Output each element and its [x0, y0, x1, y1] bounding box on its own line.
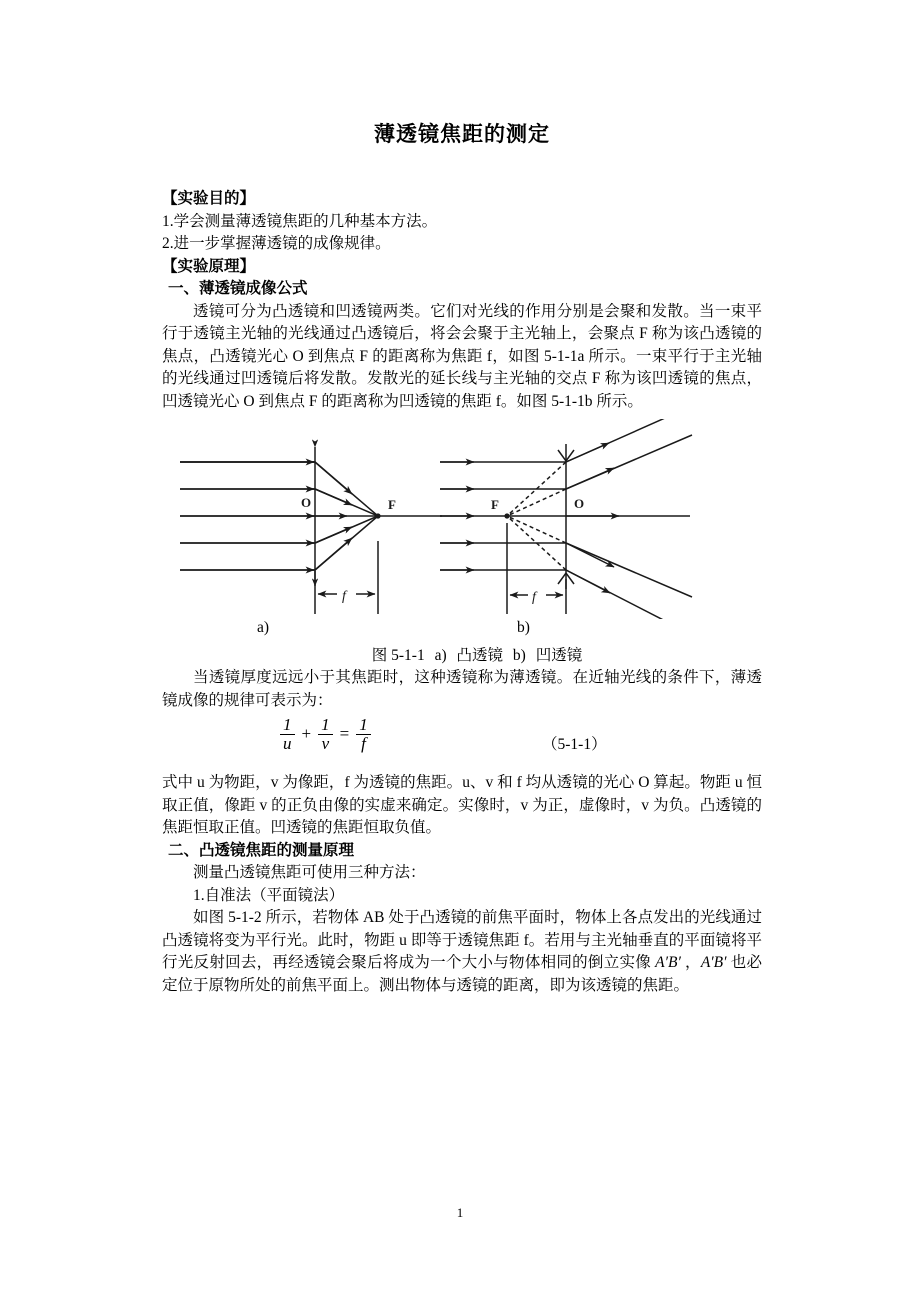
subsection-2-intro: 测量凸透镜焦距可使用三种方法： — [193, 864, 426, 881]
figure-caption-b-mark: b) — [512, 647, 526, 664]
formula-expression — [280, 716, 371, 753]
fraction-one-over-v — [318, 716, 333, 753]
concave-label-O: O — [574, 496, 585, 511]
formula-plus-operator: + — [301, 724, 312, 744]
fraction-denominator: f — [356, 734, 371, 753]
method-1-heading: 1.自准法（平面镜法） — [193, 886, 345, 904]
convex-focus-point — [375, 513, 380, 518]
convex-refracted-arrowheads — [315, 462, 352, 570]
figure-subfigure-labels — [162, 619, 762, 645]
concave-incoming-rays — [440, 462, 566, 570]
title-spacer — [162, 148, 762, 188]
figure-5-1-1 — [162, 419, 762, 619]
figure-caption-prefix: 图 5-1-1 — [371, 647, 425, 664]
figure-caption — [162, 645, 762, 667]
concave-diverging-arrowheads — [566, 443, 619, 593]
method-1-text-before: 如图 5-1-2 所示，若物体 AB 处于凸透镜的前焦平面时，物体上各点发出的光线通过凸透镜将变为平行光。此时，物距 u 即等于透镜焦距 f。若用与主光轴垂直的平面镜将平行光反射回去，再经透镜会聚后将成为一个大小与物体相同的倒立实像 — [162, 909, 762, 971]
concave-label-f: f — [532, 590, 536, 605]
fraction-denominator: v — [318, 734, 333, 753]
after-figure-paragraph: 当透镜厚度远远小于其焦距时，这种透镜称为薄透镜。在近轴光线的条件下，薄透镜成像的规律可表示为： — [162, 669, 762, 709]
convex-label-f: f — [342, 589, 346, 604]
fraction-numerator: 1 — [321, 715, 330, 734]
fraction-numerator: 1 — [359, 715, 368, 734]
concave-diverging-rays — [566, 419, 692, 619]
convex-rays-to-lens — [180, 462, 315, 570]
method-1-text-mid: ， — [680, 954, 701, 971]
image-symbol-a-prime-b-prime-2: A′B′ — [700, 954, 727, 971]
subsection-2-heading: 二、凸透镜焦距的测量原理 — [168, 841, 355, 859]
after-formula-paragraph: 式中 u 为物距，v 为像距，f 为透镜的焦距。u、v 和 f 均从透镜的光心 O 算起。物距 u 恒取正值，像距 v 的正负由像的实虚来确定。实像时，v 为正，虚像时，v 为负。凸透镜的焦距恒取正值。凹透镜的焦距恒取负值。 — [162, 774, 762, 836]
purpose-item-2: 2.进一步掌握薄透镜的成像规律。 — [162, 235, 391, 252]
subsection-1-heading: 一、薄透镜成像公式 — [168, 280, 308, 297]
fraction-one-over-f — [356, 716, 371, 753]
page-title: 薄透镜焦距的测定 — [374, 123, 550, 146]
fraction-denominator: u — [280, 734, 295, 753]
method-1-paragraph — [162, 907, 762, 997]
image-symbol-a-prime-b-prime-1: A′B′ — [655, 954, 681, 971]
convex-label-F: F — [388, 497, 396, 512]
method-1-text-after: 也必定位于原物所处的前焦平面上。测出物体与透镜的距离，即为该透镜的焦距。 — [162, 954, 762, 994]
purpose-item-1: 1.学会测量薄透镜焦距的几种基本方法。 — [162, 212, 438, 230]
concave-label-F: F — [491, 497, 499, 512]
figure-caption-a-mark: a) — [434, 647, 447, 664]
page-content — [162, 0, 762, 997]
purpose-heading: 【实验目的】 — [162, 190, 256, 207]
formula-equals-operator: = — [339, 724, 350, 744]
formula-5-1-1 — [162, 716, 762, 772]
figure-label-a: a) — [257, 619, 270, 636]
formula-number: （5-1-1） — [542, 736, 607, 753]
figure-caption-a-text: 凸透镜 — [456, 647, 504, 664]
fraction-one-over-u — [280, 716, 295, 753]
figure-5-1-1-svg — [162, 419, 762, 619]
figure-label-b: b) — [517, 619, 530, 636]
page-number: 1 — [456, 1205, 464, 1220]
fraction-numerator: 1 — [283, 715, 292, 734]
figure-caption-b-text: 凹透镜 — [535, 647, 583, 664]
principle-heading: 【实验原理】 — [162, 257, 256, 275]
convex-label-O: O — [301, 495, 312, 510]
subsection-1-paragraph: 透镜可分为凸透镜和凹透镜两类。它们对光线的作用分别是会聚和发散。当一束平行于透镜主光轴的光线通过凸透镜后，将会会聚于主光轴上，会聚点 F 称为该凸透镜的焦点，凸透镜光心 O 到焦点 F 的距离称为焦距 f，如图 5-1-1a 所示。一束平行于主光轴的光线通过凹透镜后将发散。发散光的延长线与主光轴的交点 F 称为该凹透镜的焦点，凹透镜光心 O 到焦点 F 的距离称为凹透镜的焦距 f。如图 5-1-1b 所示。 — [162, 302, 762, 410]
